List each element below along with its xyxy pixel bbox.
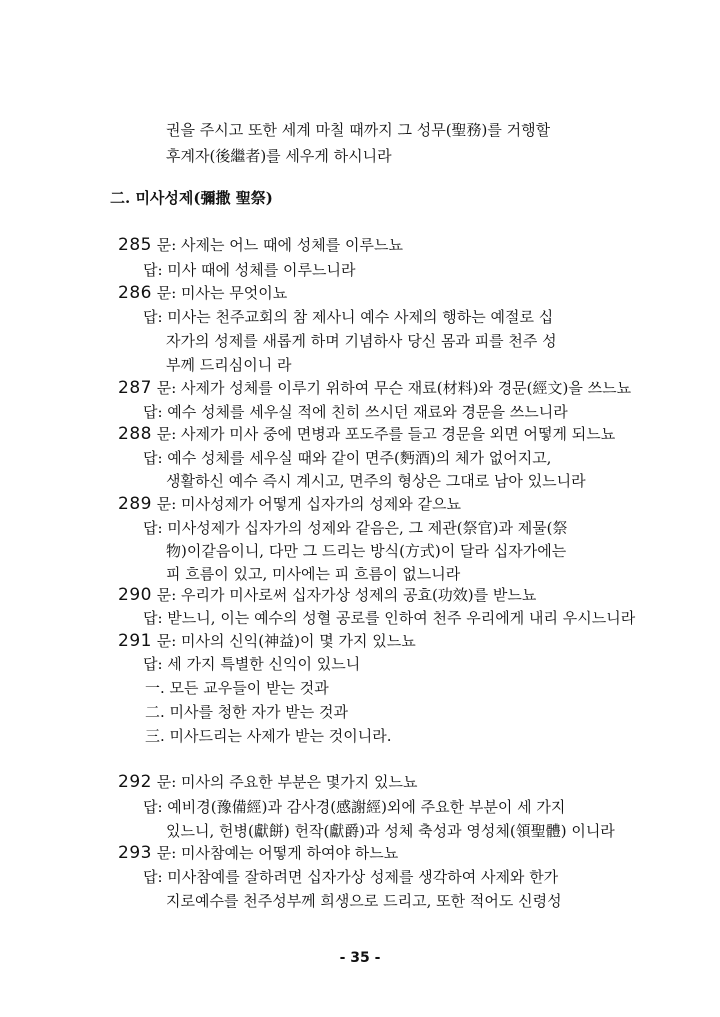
question-text: 문: 미사는 무엇이뇨: [156, 284, 288, 302]
answer-line: 자가의 성제를 새롭게 하며 기념하사 당신 몸과 피를 천주 성: [166, 332, 557, 350]
intro-line: 권을 주시고 또한 세계 마칠 때까지 그 성무(聖務)를 거행할: [166, 121, 551, 139]
question-text: 문: 미사참예는 어떻게 하여야 하느뇨: [156, 844, 399, 862]
answer-line: 답: 미사참예를 잘하려면 십자가상 성제를 생각하여 사제와 한가: [143, 868, 559, 886]
answer-line: 지로예수를 천주성부께 희생으로 드리고, 또한 적어도 신령성: [166, 892, 562, 910]
answer-line: 있느니, 헌병(獻餅) 헌작(獻爵)과 성체 축성과 영성체(領聖體) 이니라: [166, 822, 615, 840]
question-text: 문: 미사성제가 어떻게 십자가의 성제와 같으뇨: [156, 495, 461, 513]
answer-line: 답: 세 가지 특별한 신익이 있느니: [143, 655, 361, 673]
question-text: 문: 미사의 신익(神益)이 몇 가지 있느뇨: [156, 632, 416, 650]
question-number: 293: [118, 843, 152, 863]
intro-line: 후계자(後繼者)를 세우게 하시니라: [166, 147, 392, 165]
answer-line: 생활하신 예수 즉시 계시고, 면주의 형상은 그대로 남아 있느니라: [166, 472, 586, 490]
question-row: [118, 378, 631, 398]
question-row: [118, 631, 416, 651]
answer-line: 답: 미사는 천주교회의 참 제사니 예수 사제의 행하는 예절로 십: [143, 308, 554, 326]
answer-line: 답: 미사 때에 성체를 이루느니라: [143, 261, 356, 279]
question-row: [118, 283, 287, 303]
question-number: 292: [118, 772, 152, 792]
answer-list-item: 二. 미사를 청한 자가 받는 것과: [145, 703, 348, 721]
question-number: 286: [118, 283, 152, 303]
answer-line: 답: 미사성제가 십자가의 성제와 같음은, 그 제관(祭官)과 제물(祭: [143, 519, 568, 537]
answer-line: 답: 예수 성체를 세우실 때와 같이 면주(麪酒)의 체가 없어지고,: [143, 449, 552, 467]
answer-line: 답: 예비경(豫備經)과 감사경(感謝經)외에 주요한 부분이 세 가지: [143, 798, 566, 816]
page-number: - 35 -: [339, 950, 381, 966]
question-text: 문: 우리가 미사로써 십자가상 성제의 공효(功效)를 받느뇨: [156, 586, 537, 604]
question-number: 290: [118, 585, 152, 605]
question-row: [118, 235, 403, 255]
answer-list-item: 三. 미사드리는 사제가 받는 것이니라.: [145, 727, 392, 745]
question-number: 288: [118, 424, 152, 444]
answer-line: 피 흐름이 있고, 미사에는 피 흐름이 없느니라: [166, 565, 461, 583]
question-row: [118, 494, 461, 514]
question-number: 289: [118, 494, 152, 514]
question-text: 문: 사제는 어느 때에 성체를 이루느뇨: [156, 236, 403, 254]
question-number: 291: [118, 631, 152, 651]
answer-list-item: 一. 모든 교우들이 받는 것과: [145, 679, 329, 697]
question-row: [118, 843, 398, 863]
question-row: [118, 585, 536, 605]
question-number: 285: [118, 235, 152, 255]
question-text: 문: 사제가 미사 중에 면병과 포도주를 들고 경문을 외면 어떻게 되느뇨: [156, 425, 616, 443]
answer-line: 답: 예수 성체를 세우실 적에 친히 쓰시던 재료와 경문을 쓰느니라: [143, 403, 568, 421]
question-row: [118, 424, 615, 444]
question-text: 문: 사제가 성체를 이루기 위하여 무슨 재료(材料)와 경문(經文)을 쓰느뇨: [156, 379, 632, 397]
section-heading: 二. 미사성제(彌撒 聖祭): [110, 189, 273, 207]
question-text: 문: 미사의 주요한 부분은 몇가지 있느뇨: [156, 773, 418, 791]
answer-line: 부께 드리심이니 라: [166, 356, 292, 374]
question-row: [118, 772, 417, 792]
answer-line: 物)이같음이니, 다만 그 드리는 방식(方式)이 달라 십자가에는: [166, 542, 567, 560]
answer-line: 답: 받느니, 이는 예수의 성혈 공로를 인하여 천주 우리에게 내리 우시느니라: [143, 609, 636, 627]
question-number: 287: [118, 378, 152, 398]
